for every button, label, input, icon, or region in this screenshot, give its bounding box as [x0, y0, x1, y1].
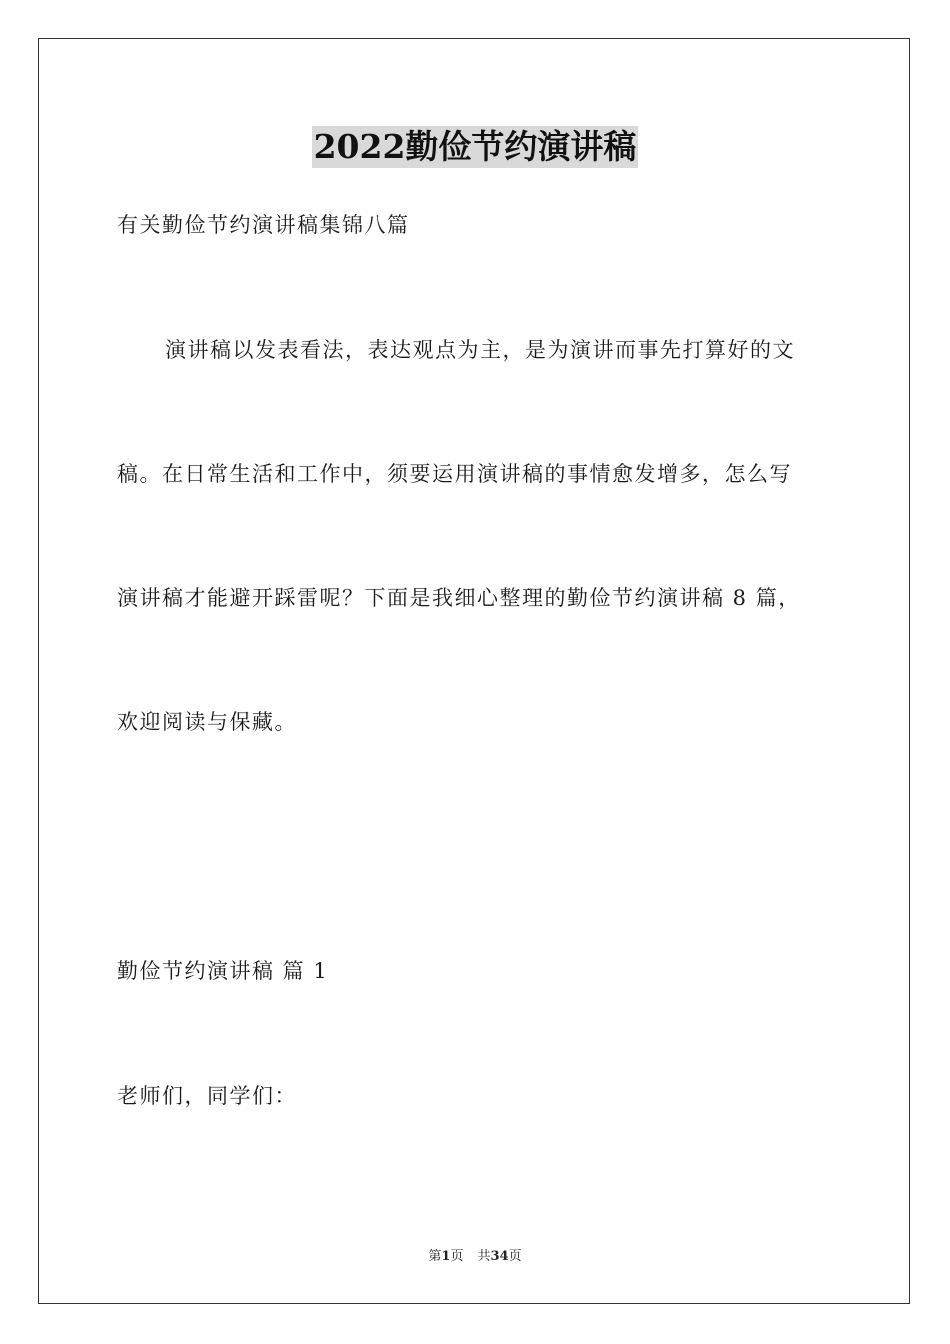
- salutation: 老师们，同学们：: [117, 1084, 297, 1108]
- page-suffix: 页: [450, 1249, 464, 1264]
- intro-line-4: 欢迎阅读与保藏。: [117, 710, 297, 734]
- section-heading: 勤俭节约演讲稿 篇 1: [117, 959, 329, 983]
- page-prefix: 第: [428, 1249, 442, 1264]
- document-title: 2022勤俭节约演讲稿: [313, 127, 637, 166]
- intro-line-3: 演讲稿才能避开踩雷呢？下面是我细心整理的勤俭节约演讲稿 8 篇，: [117, 586, 801, 610]
- total-prefix: 共: [477, 1249, 491, 1264]
- page-footer: [0, 1248, 950, 1266]
- title-container: [0, 126, 950, 168]
- total-pages: 34: [490, 1249, 509, 1264]
- page-number: 1: [441, 1249, 451, 1264]
- document-subtitle: 有关勤俭节约演讲稿集锦八篇: [117, 213, 410, 237]
- intro-line-2: 稿。在日常生活和工作中，须要运用演讲稿的事情愈发增多，怎么写: [117, 462, 792, 486]
- total-suffix: 页: [508, 1249, 522, 1264]
- intro-line-1: 演讲稿以发表看法，表达观点为主，是为演讲而事先打算好的文: [165, 338, 795, 362]
